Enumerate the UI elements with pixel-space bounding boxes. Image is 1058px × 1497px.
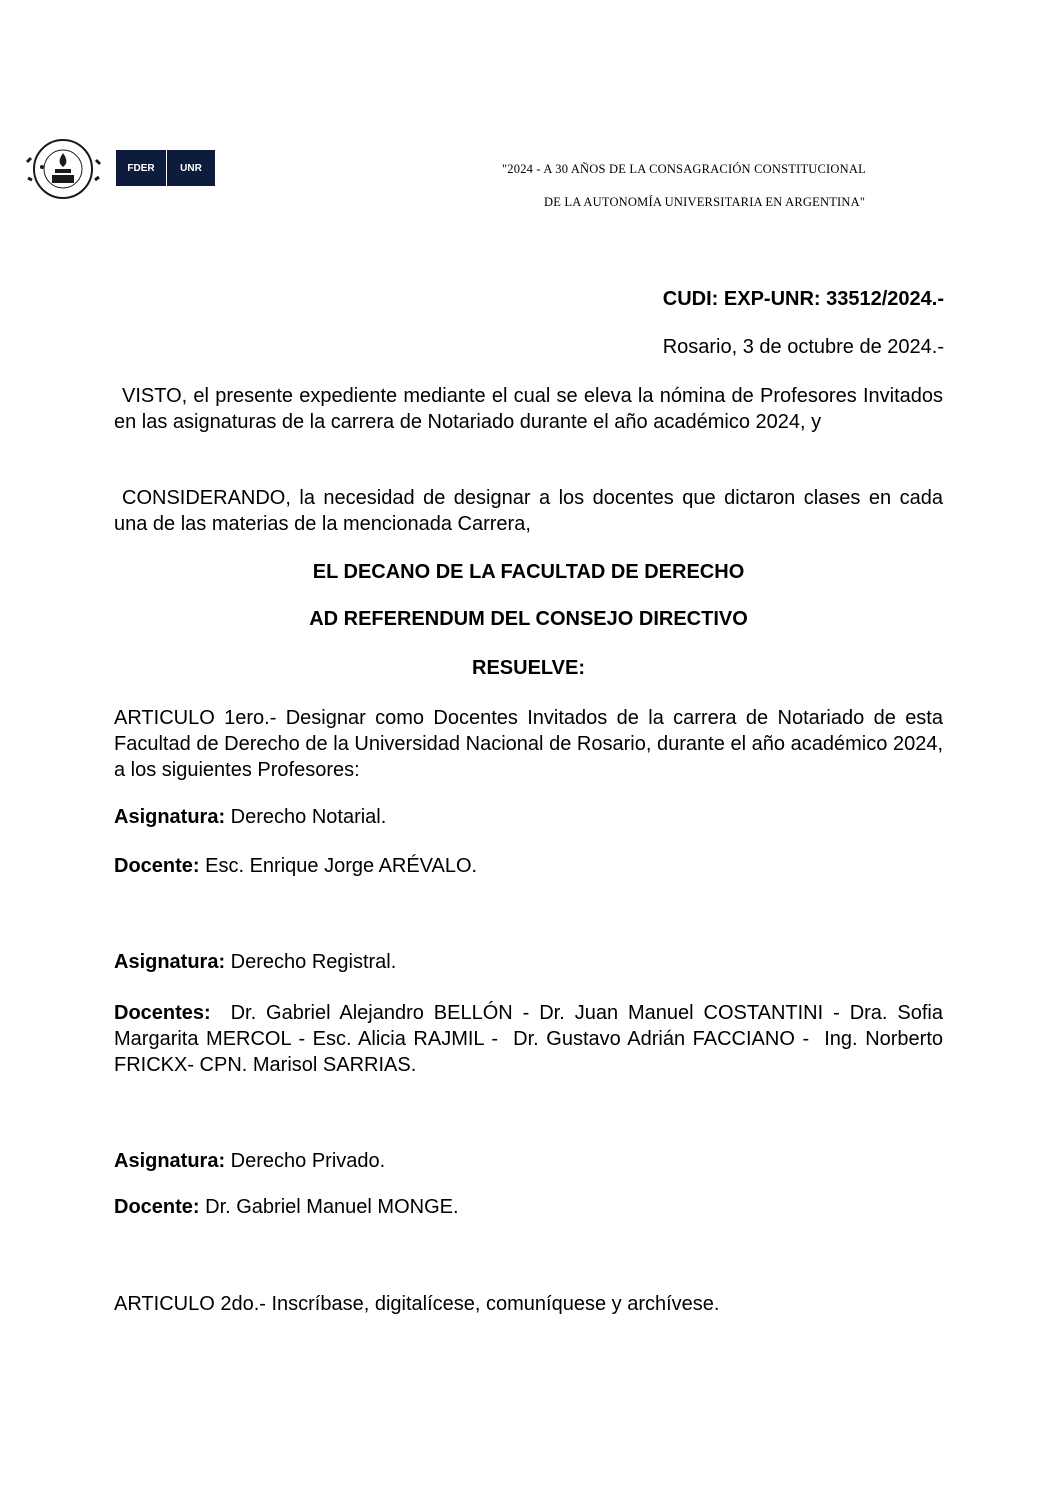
docentes-registral bbox=[114, 1000, 949, 1078]
docente-label: Docente: bbox=[114, 1196, 200, 1218]
docente-value: Dr. Gabriel Alejandro BELLÓN - Dr. Juan Manuel COSTANTINI - Dra. Sofia Margarita MERCOL - Esc. Alicia RAJMIL - Dr. Gustavo Adrián FACCIANO - Ing. Norberto FRICKX- CPN. Marisol SARRIAS. bbox=[114, 1002, 949, 1076]
asignatura-notarial bbox=[114, 806, 386, 829]
heading-ad-referendum: AD REFERENDUM DEL CONSEJO DIRECTIVO bbox=[309, 608, 748, 630]
asignatura-label: Asignatura: bbox=[114, 951, 226, 973]
university-seal bbox=[22, 138, 104, 200]
fder-logo: FDER bbox=[116, 150, 166, 186]
heading-resuelve: RESUELVE: bbox=[472, 657, 585, 679]
docente-privado bbox=[114, 1196, 459, 1219]
articulo-2: ARTICULO 2do.- Inscríbase, digitalícese, comuníquese y archívese. bbox=[114, 1293, 720, 1315]
asignatura-value: Derecho Registral. bbox=[225, 951, 397, 973]
motto-line-2: DE LA AUTONOMÍA UNIVERSITARIA EN ARGENTINA" bbox=[544, 195, 866, 209]
document-date: Rosario, 3 de octubre de 2024.- bbox=[662, 336, 944, 358]
asignatura-label: Asignatura: bbox=[114, 1150, 226, 1172]
docente-value: Esc. Enrique Jorge ARÉVALO. bbox=[199, 855, 478, 877]
cudi-reference: CUDI: EXP-UNR: 33512/2024.- bbox=[662, 288, 944, 310]
motto-line-1: "2024 - A 30 AÑOS DE LA CONSAGRACIÓN CONSTITUCIONAL bbox=[502, 162, 866, 176]
docente-label: Docentes: bbox=[114, 1002, 211, 1024]
asignatura-value: Derecho Notarial. bbox=[225, 806, 387, 828]
asignatura-value: Derecho Privado. bbox=[225, 1150, 386, 1172]
unr-logo: UNR bbox=[167, 150, 215, 186]
asignatura-label: Asignatura: bbox=[114, 806, 226, 828]
considerando-paragraph: CONSIDERANDO, la necesidad de designar a los docentes que dictaron clases en cada una de las materias de la mencionada Carrera, bbox=[114, 487, 943, 535]
docente-label: Docente: bbox=[114, 855, 200, 877]
visto-paragraph: VISTO, el presente expediente mediante el cual se eleva la nómina de Profesores Invitados en las asignaturas de la carrera de Notariado durante el año académico 2024, y bbox=[114, 385, 943, 433]
docente-notarial bbox=[114, 855, 477, 878]
articulo-1: ARTICULO 1ero.- Designar como Docentes Invitados de la carrera de Notariado de esta Facultad de Derecho de la Universidad Nacional de Rosario, durante el año académico 2024, a los siguientes Profesores: bbox=[114, 707, 943, 781]
asignatura-privado bbox=[114, 1150, 385, 1173]
asignatura-registral bbox=[114, 951, 396, 974]
docente-value: Dr. Gabriel Manuel MONGE. bbox=[199, 1196, 459, 1218]
heading-decano: EL DECANO DE LA FACULTAD DE DERECHO bbox=[312, 561, 745, 583]
